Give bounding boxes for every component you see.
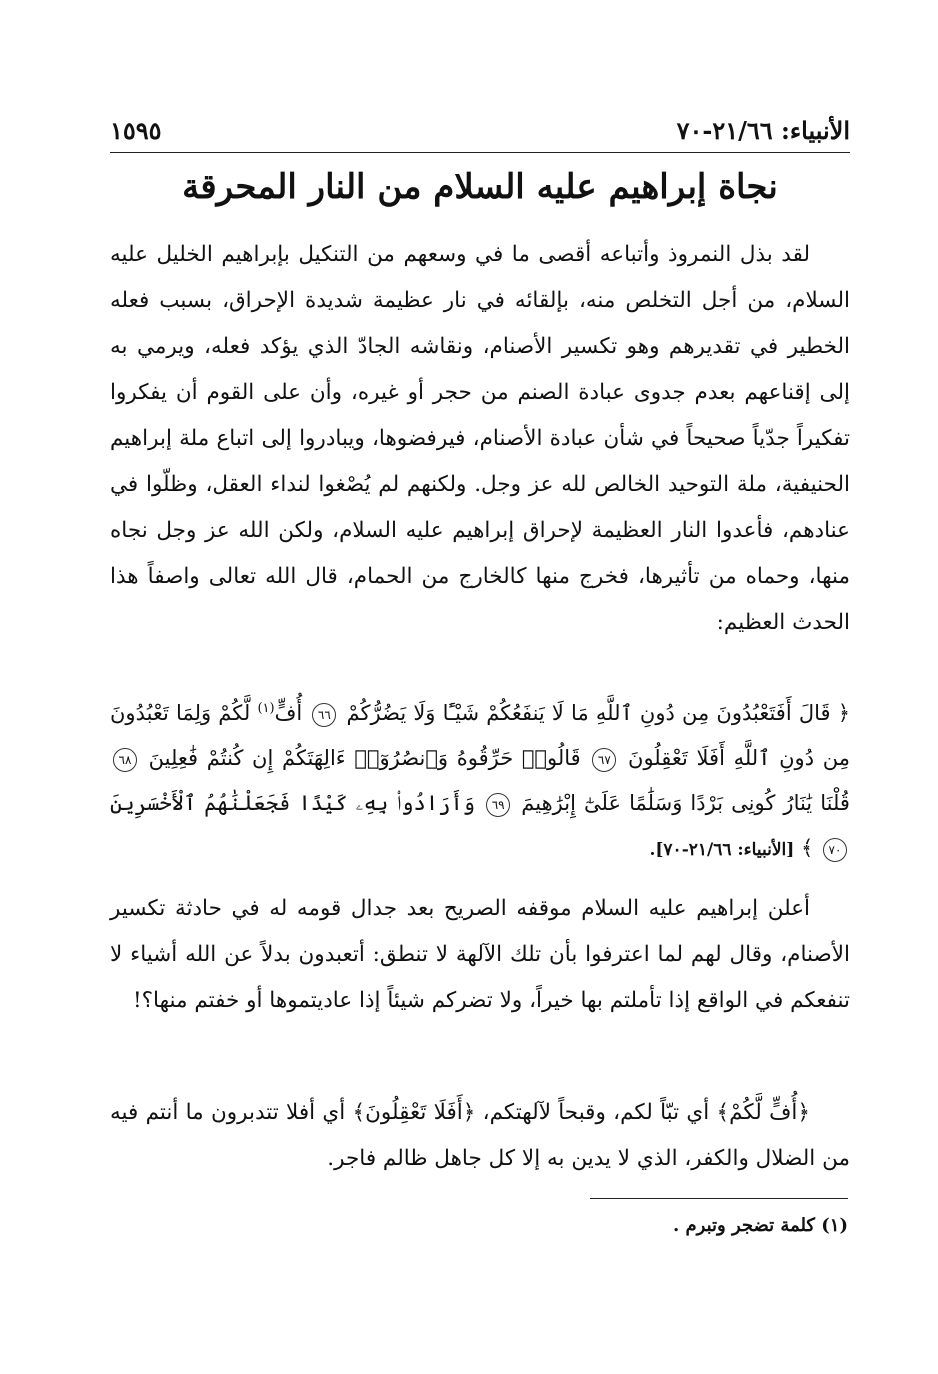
verse-text-67a: أُفٍّ <box>274 701 303 725</box>
verse-number-67: ٦٧ <box>592 748 616 772</box>
verse-text-66: قَالَ أَفَتَعْبُدُونَ مِن دُونِ ٱللَّهِ مَا لَا يَنفَعُكُمْ شَيْـًٔا وَلَا يَضُرُّكُمْ <box>346 701 831 725</box>
verse-number-68: ٦٨ <box>113 748 137 772</box>
verse-number-66: ٦٦ <box>312 703 336 727</box>
footnote-marker: (١) <box>257 701 275 716</box>
paragraph-commentary-1: أعلن إبراهيم عليه السلام موقفه الصريح بعد جدال قومه له في حادثة تكسير الأصنام، وقال لهم لما اعترفوا بأن تلك الآلهة لا تنطق: أتعبدون بدلاً عن الله أشياء لا تنفعكم في الواقع إذا تأملتم بها خيراً، ولا تضركم شيئاً إذا عاديتموها أو خفتم منها؟! <box>110 896 850 1013</box>
running-head <box>110 112 850 152</box>
verse-number-69: ٦٩ <box>486 793 510 817</box>
verse-text-70: وَأَرَادُوا۟ بِهِۦ كَيْدًا فَجَعَلْنَٰهُمُ ٱلْأَخْسَرِينَ <box>110 791 476 815</box>
paragraph-intro: لقد بذل النمروذ وأتباعه أقصى ما في وسعهم من التنكيل بإبراهيم الخليل عليه السلام، من أجل التخلص منه، بإلقائه في نار عظيمة شديدة الإحراق، بسبب فعله الخطير في تقديرهم وهو تكسير الأصنام، ونقاشه الجادّ الذي يؤكد فعله، ويرمي به إلى إقناعهم بعدم جدوى عبادة الصنم من حجر أو غيره، وأن على القوم أن يفكروا تفكيراً جدّياً صحيحاً في شأن عبادة الأصنام، فيرفضوها، ويبادروا إلى اتباع ملة إبراهيم الحنيفية، ملة التوحيد الخالص لله عز وجل. ولكنهم لم يُصْغوا لنداء العقل، وظلّوا في عنادهم، فأعدوا النار العظيمة لإحراق إبراهيم عليه السلام، ولكن الله عز وجل نجاه منها، وحماه من تأثيرها، فخرج منها كالخارج من الحمام، قال الله تعالى واصفاً هذا الحدث العظيم: <box>110 242 850 635</box>
header-divider <box>110 152 850 153</box>
verse-close-bracket: ﴾ <box>801 836 814 860</box>
verse-citation: [الأنبياء: ٢١/٦٦-٧٠]. <box>649 840 795 860</box>
verse-text-68: قَالُوا۟ حَرِّقُوهُ وَٱنصُرُوٓا۟ ءَالِهَتَكُمْ إِن كُنتُمْ فَٰعِلِينَ <box>148 746 581 770</box>
page-number: ١٥٩٥ <box>110 116 162 145</box>
footnote-divider <box>590 1198 848 1199</box>
verse-open-bracket: ﴿ <box>837 701 850 725</box>
paragraph-commentary-2: ﴿أُفٍّ لَّكُمْ﴾ أي تبّاً لكم، وقبحاً لآلهتكم، ﴿أَفَلَا تَعْقِلُونَ﴾ أي أفلا تتدبرون ما أنتم فيه من الضلال والكفر، الذي لا يدين به إلا كل جاهل ظالم فاجر. <box>110 1100 850 1171</box>
verse-number-70: ٧٠ <box>823 838 847 862</box>
footnote: (١) كلمة تضجر وتبرم . <box>672 1215 848 1236</box>
quran-verses-block <box>110 686 850 873</box>
chapter-title: نجاة إبراهيم عليه السلام من النار المحرقة <box>182 167 778 207</box>
verse-text-67b: لَّكُمْ وَلِمَا تَعْبُدُونَ مِن دُونِ ٱللَّهِ أَفَلَا تَعْقِلُونَ <box>110 701 850 770</box>
section-reference: الأنبياء: ٢١/٦٦-٧٠ <box>676 116 850 145</box>
verse-text-69: قُلْنَا يَٰنَارُ كُونِى بَرْدًا وَسَلَٰمًا عَلَىٰٓ إِبْرَٰهِيمَ <box>521 791 850 815</box>
